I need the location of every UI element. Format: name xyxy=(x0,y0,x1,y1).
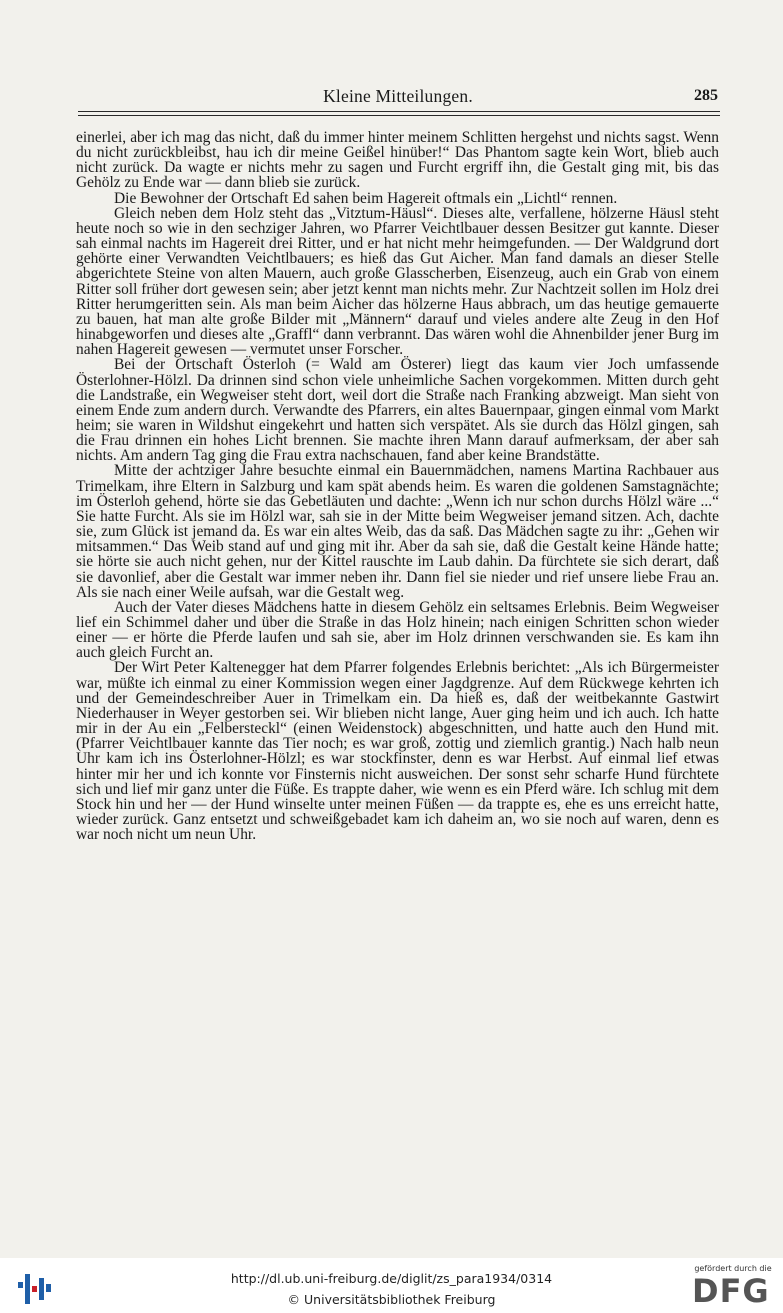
paragraph: Die Bewohner der Ortschaft Ed sahen beim Hagereit oftmals ein „Lichtl“ rennen. xyxy=(114,189,618,207)
running-title: Kleine Mitteilungen. xyxy=(323,86,473,106)
paragraph: Auch der Vater dieses Mädchens hatte in diesem Gehölz ein seltsames Erlebnis. Beim Wegweiser lief ein Schimmel daher und über die Straße in das Holz hinein; nach einigen Schritten schon wieder einer — er hörte die Pferde laufen und sah sie, aber im Holz drinnen verschwanden sie. Es kam ihn auch gleich Furcht an. xyxy=(76,598,719,662)
viewer-footer xyxy=(0,1258,783,1313)
permalink-link[interactable]: http://dl.ub.uni-freiburg.de/diglit/zs_para1934/0314 xyxy=(230,1271,553,1286)
paragraph: einerlei, aber ich mag das nicht, daß du immer hinter meinem Schlitten hergehst und nichts sagst. Wenn du nicht zurückbleibst, hau ich dir meine Geißel hinüber!“ Das Phantom sagte kein Wort, blieb auch nicht zurück. Da wagte er nichts mehr zu sagen und Furcht ergriff ihn, die Gestalt ging mit, bis das Gehölz zu Ende war — dann blieb sie zurück. xyxy=(76,129,719,192)
header-rule-top xyxy=(78,111,720,112)
running-header xyxy=(78,86,718,108)
article-body xyxy=(76,130,719,842)
paragraph: Mitte der achtziger Jahre besuchte einmal ein Bauernmädchen, namens Martina Rachbauer aus Trimelkam, ihre Eltern in Salzburg und kam spät abends heim. Es waren die goldenen Samstagnächte; im Österloh gehend, hörte sie das Gebetläuten und dachte: „Wenn ich nur schon durchs Hölzl wäre ...“ Sie hatte Furcht. Als sie im Hölzl war, sah sie in der Mitte beim Wegweiser jemand sitzen. Ach, dachte sie, zum Glück ist jemand da. Es war ein altes Weib, das da saß. Das Mädchen sagte zu ihr: „Gehen wir mitsammen.“ Das Weib stand auf und ging mit ihr. Aber da sah sie, daß die Gestalt keine Hände hatte; sie hörte sie auch nicht gehen, nur der Kittel rauschte im Laub dahin. Da fürchtete sie sich derart, daß sie davonlief, aber die Gestalt war immer neben ihr. Dann fiel sie nieder und rief unsere liebe Frau an. Als sie nach einer Weile aufsah, war die Gestalt weg. xyxy=(76,462,719,601)
dfg-logo-text: DFG xyxy=(692,1272,770,1310)
page-number: 285 xyxy=(694,87,718,104)
sponsor-tagline: gefördert durch die xyxy=(694,1264,772,1273)
paragraph: Gleich neben dem Holz steht das „Vitztum-Häusl“. Dieses alte, verfallene, hölzerne Häusl steht heute noch so wie in den sechziger Jahren, wo Pfarrer Veichtlbauer dessen Besitzer gut kannte. Dieser sah einmal nachts im Hagereit drei Ritter, und er hat nicht mehr heimgefunden. — Der Waldgrund dort gehörte einer Verwandten Veichtlbauers; es hieß das Gut Aicher. Man fand damals an dieser Stelle abgerichtete Steine von alten Mauern, auch große Glasscherben, Eisenzeug, auch ein Grab von einem Ritter soll früher dort gewesen sein; aber jetzt kennt man nichts mehr. Zur Nachtzeit sollen im Holz drei Ritter herumgeritten sein. Als man beim Aicher das hölzerne Haus abbrach, um das heutige gemauerte zu bauen, hat man alte große Bilder mit „Männern“ darauf und vieles andere alte Zeug in den Hof hinabgeworfen und dieses alte „Graffl“ dann verbrannt. Das wären wohl die Ahnenbilder jener Burg im nahen Hagereit gewesen — vermutet unser Forscher. xyxy=(76,204,719,359)
dfg-logo xyxy=(690,1264,776,1310)
paragraph: Der Wirt Peter Kaltenegger hat dem Pfarrer folgendes Erlebnis berichtet: „Als ich Bürgermeister war, müßte ich einmal zu einer Kommission wegen einer Jagdgrenze. Auf dem Rückwege kehrten ich und der Gemeindeschreiber Auer in Trimelkam ein. Da hieß es, daß der weitbekannte Gastwirt Niederhauser in Weyer gestorben sei. Wir blieben nicht lange, Auer ging heim und ich auch. Ich hatte mir in der Au ein „Felbersteckl“ (einen Weidenstock) abgeschnitten, und hatte auch den Hund mit. (Pfarrer Veichtlbauer kannte das Tier noch; es war groß, zottig und ziemlich grantig.) Nach halb neun Uhr kam ich ins Österlohner-Hölzl; es war stockfinster, denn es war Herbst. Auf einmal lief etwas hinter mir her und ich konnte vor Finsternis nicht ausweichen. Der sonst sehr scharfe Hund fürchtete sich und lief mir ganz unter die Füße. Es trappte daher, wie wenn es ein Pferd wäre. Ich schlug mit dem Stock hin und her — der Hund winselte unter meinen Füßen — da trappte es, ehe es uns erreicht hatte, wieder zurück. Ganz entsetzt und schweißgebadet kam ich daheim an, wo sie noch auf waren, denn es war noch nicht um neun Uhr. xyxy=(76,659,719,844)
copyright-notice: © Universitätsbibliothek Freiburg xyxy=(287,1292,496,1307)
paragraph: Bei der Ortschaft Österloh (= Wald am Österer) liegt das kaum vier Joch umfassende Österlohner-Hölzl. Da drinnen sind schon viele unheimliche Sachen vorgekommen. Mitten durch geht die Landstraße, ein Wegweiser steht dort, weil dort die Straße nach Franking abzweigt. Man sieht von einem Ende zum andern durch. Verwandte des Pfarrers, ein altes Bauernpaar, gingen einmal vom Markt heim; sie waren in Wildshut eingekehrt und hatten sich verspätet. Als sie durch das Hölzl gingen, sah die Frau drinnen ein hohes Licht brennen. Sie machte ihren Mann darauf aufmerksam, der aber sah nichts. Am andern Tag ging die Frau extra nachschauen, fand aber keine Brandstätte. xyxy=(76,356,719,465)
header-rule-bottom xyxy=(78,115,720,116)
